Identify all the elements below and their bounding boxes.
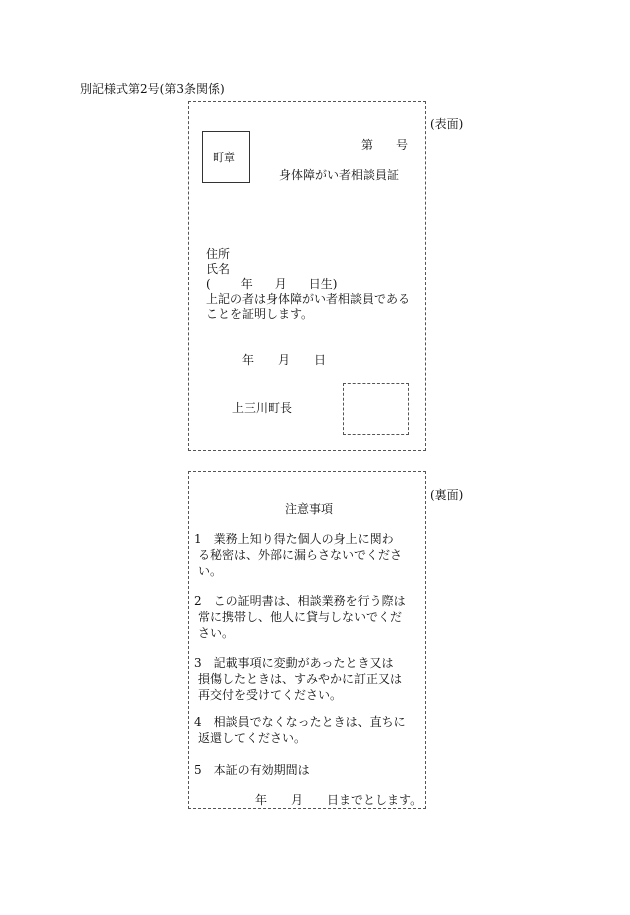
notes-heading: 注意事項 — [285, 502, 334, 516]
birth-open: ( — [206, 277, 211, 291]
validity-month: 月 — [291, 793, 304, 807]
note-4 — [194, 715, 406, 747]
town-seal-box — [202, 131, 250, 183]
note-3 — [194, 656, 402, 704]
certification-line-1: 上記の者は身体障がい者相談員である — [206, 292, 411, 306]
back-card — [188, 471, 426, 809]
note-2-line-1: 2 この証明書は、相談業務を行う際は — [194, 594, 406, 608]
birth-year: 年 — [240, 277, 253, 291]
note-1 — [194, 532, 402, 580]
note-3-line-3: 再交付を受けてください。 — [198, 688, 343, 702]
back-side-label: (裏面) — [430, 488, 464, 502]
note-3-line-2: 損傷したときは、すみやかに訂正又は — [198, 672, 403, 686]
note-4-line-2: 返還してください。 — [198, 731, 307, 745]
note-5 — [194, 763, 310, 779]
validity-year: 年 — [255, 793, 268, 807]
note-1-line-3: い。 — [198, 564, 223, 578]
address-label: 住所 — [206, 247, 231, 261]
note-1-line-2: る秘密は、外部に漏らさないでくださ — [198, 548, 403, 562]
birth-day: 日生) — [308, 277, 338, 291]
note-3-line-1: 3 記載事項に変動があったとき又は — [194, 656, 394, 670]
front-card — [188, 101, 426, 451]
town-seal-label: 町章 — [213, 151, 235, 164]
number-go: 号 — [396, 138, 409, 152]
front-side-label: (表面) — [430, 117, 464, 131]
certification-line-2: ことを証明します。 — [206, 307, 314, 321]
issue-date-line — [242, 353, 326, 367]
validity-tail: 日までとします。 — [327, 793, 423, 807]
note-2-line-3: さい。 — [198, 626, 235, 640]
number-dai: 第 — [361, 138, 374, 152]
name-label: 氏名 — [206, 262, 231, 276]
birth-month: 月 — [274, 277, 287, 291]
note-2 — [194, 594, 406, 642]
note-1-line-1: 1 業務上知り得た個人の身上に関わ — [194, 532, 394, 546]
issue-month: 月 — [278, 353, 291, 367]
validity-date-line — [255, 793, 422, 807]
card-title: 身体障がい者相談員証 — [279, 168, 400, 182]
note-5-line-1: 5 本証の有効期間は — [194, 763, 310, 777]
issuer-name: 上三川町長 — [232, 401, 293, 415]
note-4-line-1: 4 相談員でなくなったときは、直ちに — [194, 715, 406, 729]
issue-year: 年 — [242, 353, 255, 367]
issue-day: 日 — [314, 353, 327, 367]
seal-stamp-box — [343, 383, 409, 435]
form-title: 別記様式第2号(第3条関係) — [80, 82, 225, 96]
birth-date-line — [206, 277, 337, 291]
note-2-line-2: 常に携帯し、他人に貸与しないでくだ — [198, 610, 403, 624]
